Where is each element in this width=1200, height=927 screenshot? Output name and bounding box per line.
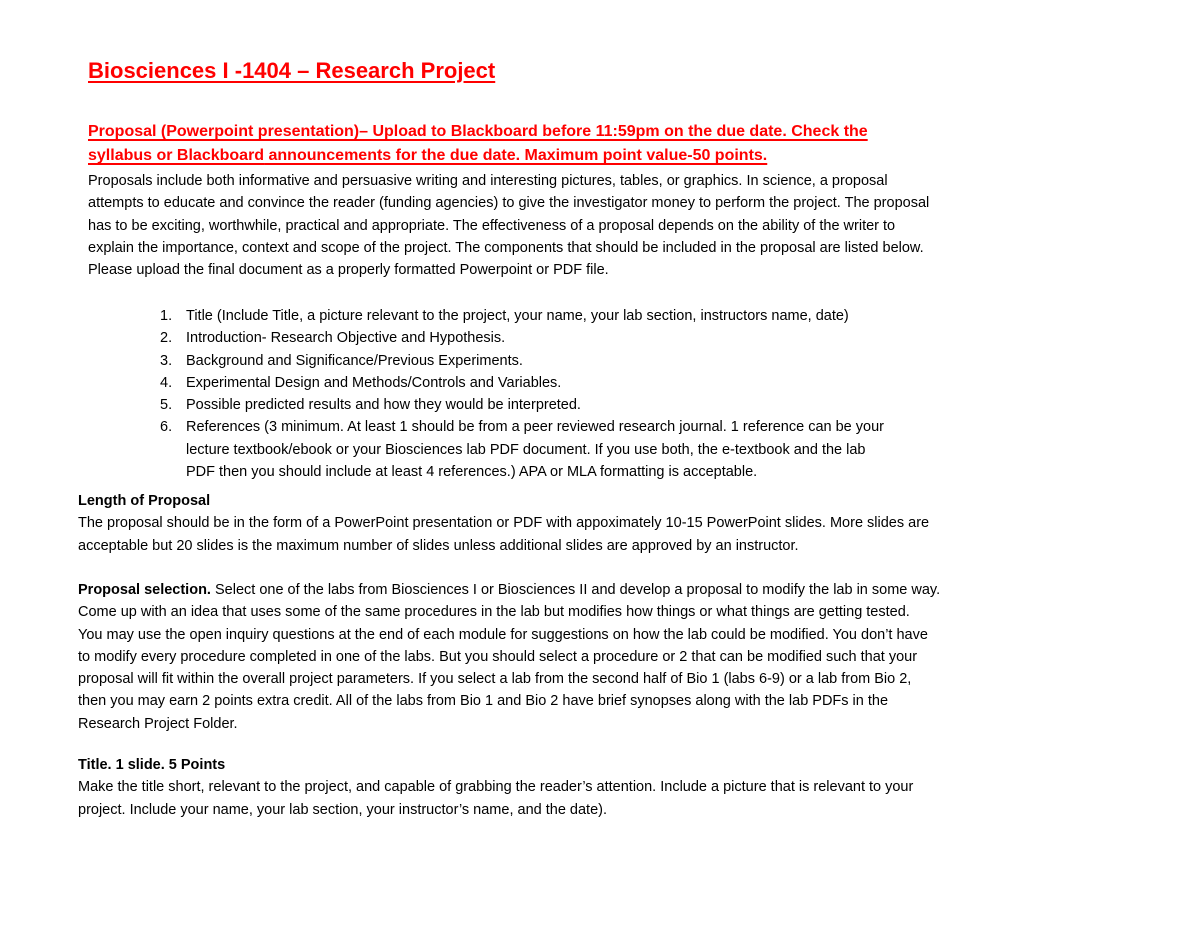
list-item-number: 3. <box>160 352 173 369</box>
title-section <box>78 754 1088 821</box>
intro-paragraph <box>88 170 1088 281</box>
selection-first-line-text: Select one of the labs from Biosciences I or Biosciences II and develop a proposal to modify the lab in some way. <box>210 582 941 598</box>
list-item-number: 1. <box>160 308 173 324</box>
intro-line: has to be exciting, worthwhile, practical and appropriate. The effectiveness of a proposal depends on the ability of the writer to <box>88 217 896 234</box>
selection-text-line: Come up with an idea that uses some of the same procedures in the lab but modifies how things or what things are getting tested. <box>78 604 910 621</box>
list-item-text: lecture textbook/ebook or your Biosciences lab PDF document. If you use both, the e-textbook and the lab <box>186 441 866 458</box>
list-item-number: 5. <box>160 397 173 414</box>
proposal-heading-line1: Proposal (Powerpoint presentation)– Upload to Blackboard before 11:59pm on the due date. Check the <box>88 123 868 140</box>
selection-text-line: Research Project Folder. <box>78 715 238 732</box>
proposal-heading-line2-part2: announcements for the due date. Maximum point value-50 points. <box>264 147 768 164</box>
length-text-line: acceptable but 20 slides is the maximum number of slides unless additional slides are approved by an instructor. <box>78 537 799 554</box>
length-text-line: The proposal should be in the form of a PowerPoint presentation or PDF with appoximately 10-15 PowerPoint slides. More slides are <box>78 515 930 532</box>
list-item <box>160 327 1040 349</box>
selection-text-line: then you may earn 2 points extra credit. All of the labs from Bio 1 and Bio 2 have brief synopses along with the lab PDFs in the <box>78 693 889 710</box>
list-item-number: 2. <box>160 330 173 347</box>
intro-line: Please upload the final document as a properly formatted Powerpoint or PDF file. <box>88 262 609 279</box>
selection-text-line: You may use the open inquiry questions at the end of each module for suggestions on how the lab could be modified. You don’t have <box>78 626 928 643</box>
list-item-text: Introduction- Research Objective and Hypothesis. <box>186 330 506 347</box>
length-section <box>78 490 1088 557</box>
proposal-heading-line2-part1: syllabus or Blackboard <box>88 147 265 164</box>
intro-line: Proposals include both informative and persuasive writing and interesting pictures, tables, or graphics. In science, a proposal <box>88 173 888 189</box>
selection-section <box>78 579 1088 735</box>
title-section-text-line: Make the title short, relevant to the project, and capable of grabbing the reader’s attention. Include a picture that is relevant to your <box>78 779 914 796</box>
selection-text-line: to modify every procedure completed in one of the labs. But you should select a procedure or 2 that can be modified such that your <box>78 648 918 665</box>
list-item-text: Possible predicted results and how they would be interpreted. <box>186 397 581 414</box>
list-item-text: PDF then you should include at least 4 references.) APA or MLA formatting is acceptable. <box>186 464 758 481</box>
selection-first-line <box>78 579 1088 601</box>
list-item <box>160 394 1040 416</box>
list-item-text: Experimental Design and Methods/Controls and Variables. <box>186 374 562 391</box>
selection-heading: Proposal selection. <box>78 582 211 598</box>
selection-text-line: proposal will fit within the overall project parameters. If you select a lab from the second half of Bio 1 (labs 6-9) or a lab from Bio 2, <box>78 671 912 688</box>
list-item <box>160 305 1040 327</box>
intro-line: attempts to educate and convince the reader (funding agencies) to give the investigator money to perform the project. The proposal <box>88 195 930 212</box>
document-title: Biosciences I -1404 – Research Project <box>88 58 496 83</box>
list-item <box>160 350 1040 372</box>
components-list <box>160 305 1040 483</box>
title-section-heading: Title. 1 slide. 5 Points <box>78 757 226 773</box>
length-heading: Length of Proposal <box>78 493 211 509</box>
list-item <box>160 416 1040 483</box>
list-item-text: References (3 minimum. At least 1 should be from a peer reviewed research journal. 1 reference can be your <box>186 419 884 436</box>
list-item-text: Background and Significance/Previous Experiments. <box>186 352 523 369</box>
list-item-number: 6. <box>160 419 173 436</box>
title-section-text-line: project. Include your name, your lab section, your instructor’s name, and the date). <box>78 801 607 818</box>
list-item-number: 4. <box>160 374 173 391</box>
proposal-heading <box>88 120 1088 168</box>
list-item-text: Title (Include Title, a picture relevant to the project, your name, your lab section, instructors name, date) <box>186 308 849 324</box>
intro-line: explain the importance, context and scope of the project. The components that should be included in the proposal are listed below. <box>88 239 924 256</box>
list-item <box>160 372 1040 394</box>
